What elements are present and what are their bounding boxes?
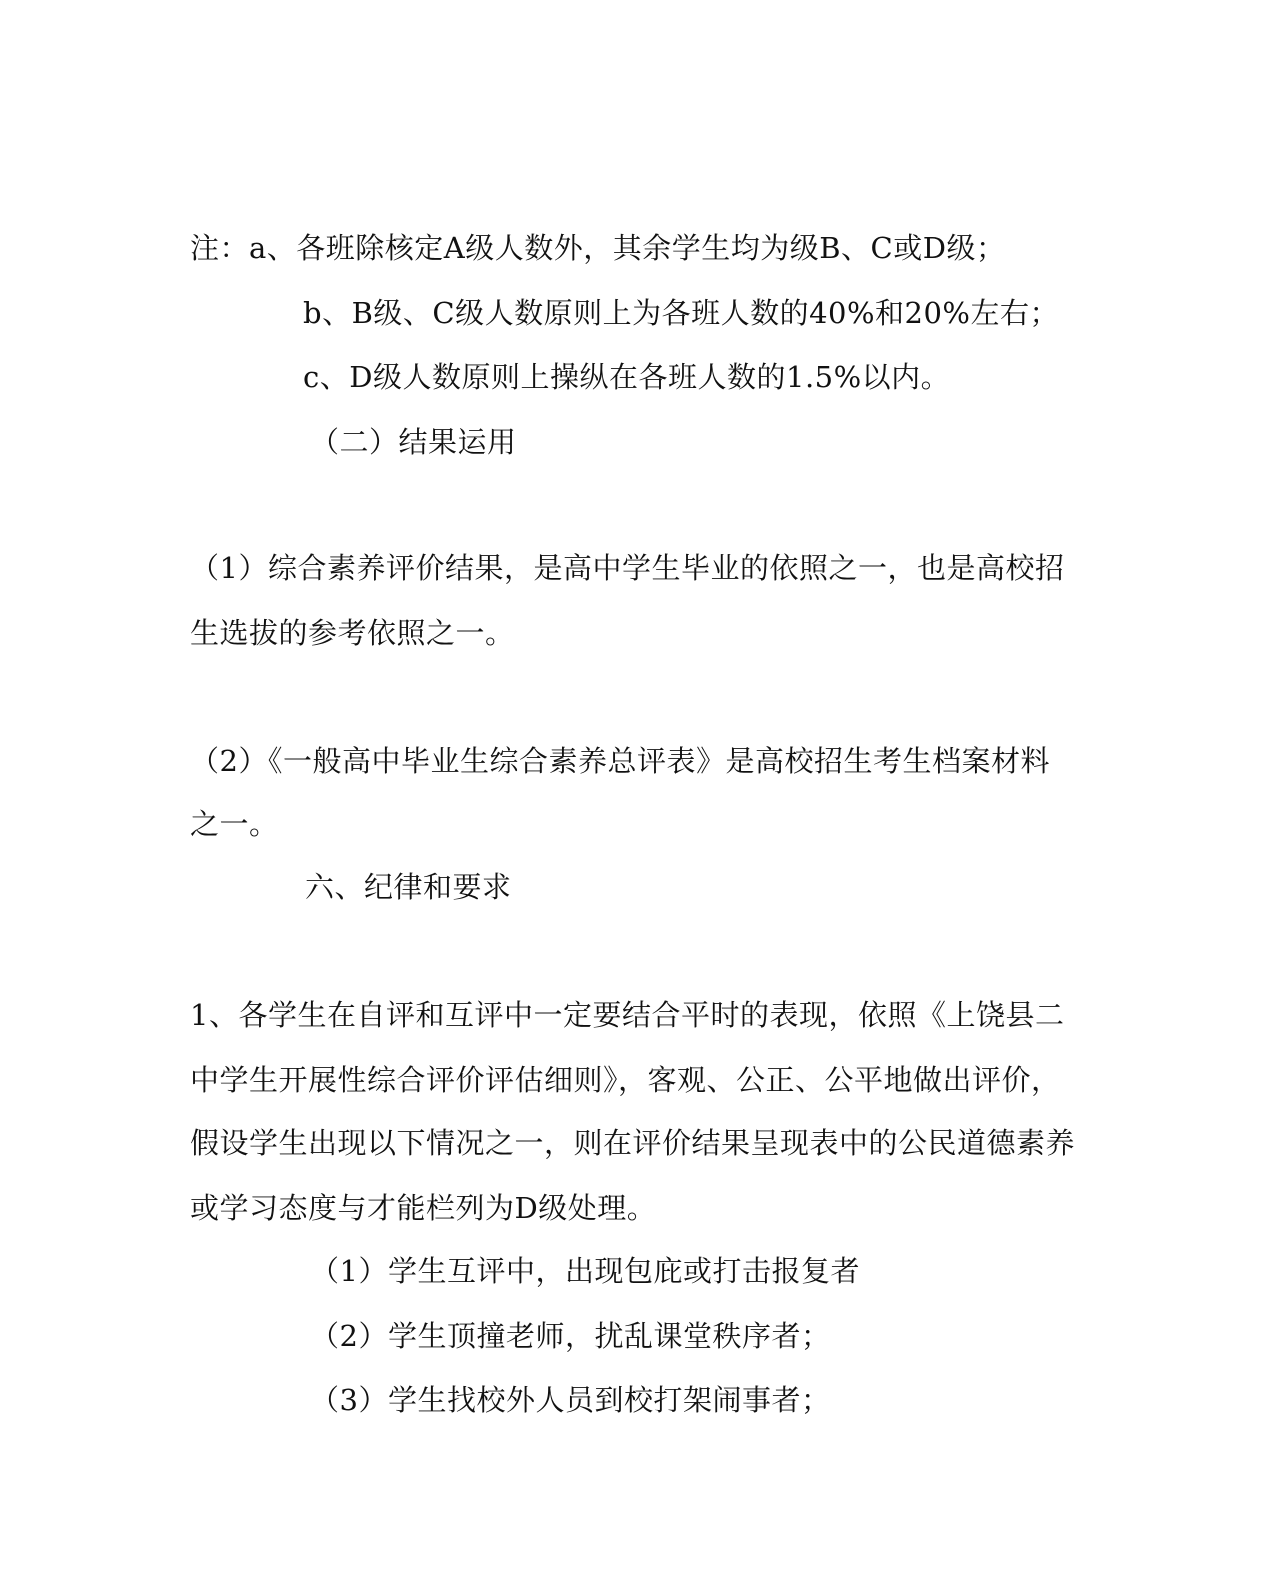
result-item2-line2: 之一。 [190, 807, 279, 841]
note-c: c、D级人数原则上操纵在各班人数的1.5%以内。 [303, 360, 951, 394]
discipline-case-2: （2）学生顶撞老师，扰乱课堂秩序者； [310, 1319, 831, 1353]
section-discipline-heading: 六、纪律和要求 [305, 870, 512, 904]
note-b: b、B级、C级人数原则上为各班人数的40%和20%左右； [303, 296, 1059, 330]
note-a: 注：a、各班除核定A级人数外，其余学生均为级B、C或D级； [190, 231, 1006, 265]
section-result-heading: （二）结果运用 [310, 425, 517, 459]
result-item1-line1: （1）综合素养评价结果，是高中学生毕业的依照之一，也是高校招 [190, 551, 1065, 585]
discipline-para-line4: 或学习态度与才能栏列为D级处理。 [190, 1191, 657, 1225]
discipline-case-1: （1）学生互评中，出现包庇或打击报复者 [310, 1254, 860, 1288]
discipline-para-line3: 假设学生出现以下情况之一，则在评价结果呈现表中的公民道德素养 [190, 1126, 1076, 1160]
discipline-case-3: （3）学生找校外人员到校打架闹事者； [310, 1383, 831, 1417]
discipline-para-line2: 中学生开展性综合评价评估细则》，客观、公正、公平地做出评价， [190, 1063, 1061, 1097]
result-item2-line1: （2）《一般高中毕业生综合素养总评表》是高校招生考生档案材料 [190, 744, 1050, 778]
result-item1-line2: 生选拔的参考依照之一。 [190, 616, 515, 650]
discipline-para-line1: 1、各学生在自评和互评中一定要结合平时的表现，依照《上饶县二 [190, 998, 1065, 1032]
